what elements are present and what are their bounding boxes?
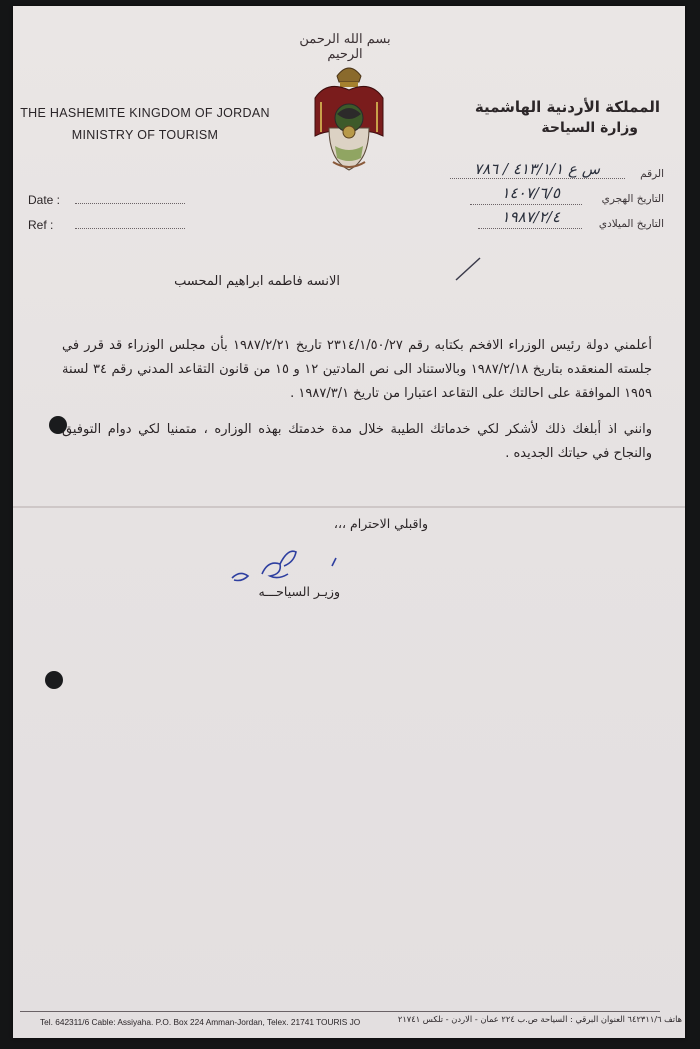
closing-salutation: واقبلي الاحترام ،،،: [333, 516, 428, 531]
body-paragraph-2: وانني اذ أبلغك ذلك لأشكر لكي خدماتك الطيبة خلال مدة خدمتك بهذه الوزاره ، متمنيا لكي دوام التوفيق والنجاح في حياتك الجديده .: [62, 422, 652, 461]
jordan-coat-of-arms-icon: [307, 58, 391, 174]
pen-slash-mark: [452, 256, 482, 282]
handwritten-signature: [222, 540, 352, 590]
gregorian-date-label: التاريخ الميلادي: [598, 218, 664, 230]
date-label: Date :: [28, 193, 61, 207]
letter-body: [62, 334, 652, 478]
footer-contact-ar: هاتف ٦٤٢٣١١/٦ العنوان البرقي : السياحة ص.ب ٢٢٤ عمان - الاردن - تلكس ٢١٧٤١: [397, 1014, 682, 1024]
paper-fold: [13, 506, 685, 508]
body-paragraph-1: أعلمني دولة رئيس الوزراء الافخم بكتابه رقم ٢٣١٤/١/٥٠/٢٧ تاريخ ١٩٨٧/٢/٢١ بأن مجلس الوزراء قد قرر في جلسته المنعقده بتاريخ ١٩٨٧/٢/١٨ وبالاستناد الى نص المادتين ١٢ و ١٥ من قانون التقاعد المدني رقم ٣٤ لسنة ١٩٥٩ الموافقة على احالتك على التقاعد اعتبارا من تاريخ ١٩٨٧/٣/١ .: [62, 338, 653, 401]
addressee: الانسه فاطمه ابراهيم المحسب: [174, 274, 340, 289]
ref-label: Ref :: [28, 218, 54, 232]
gregorian-date-line: [478, 228, 582, 229]
number-label: الرقم: [640, 168, 664, 180]
basmala: بسم الله الرحمن الرحيم: [299, 32, 391, 62]
ministry-name-ar: وزارة السياحة: [541, 120, 638, 136]
date-line: [75, 203, 185, 204]
hijri-date-label: التاريخ الهجري: [601, 193, 664, 205]
ref-line: [75, 228, 185, 229]
hijri-date-value: ١٤٠٧/٦/٥: [501, 184, 560, 202]
kingdom-name-ar: المملكة الأردنية الهاشمية: [474, 98, 660, 116]
number-line: [450, 178, 625, 179]
punch-hole: [45, 671, 63, 689]
footer-rule: [20, 1011, 660, 1012]
footer-contact-en: Tel. 642311/6 Cable: Assiyaha. P.O. Box 224 Amman-Jordan, Telex. 21741 TOURIS JO: [40, 1017, 361, 1027]
hijri-date-line: [470, 204, 582, 205]
kingdom-name-en: THE HASHEMITE KINGDOM OF JORDAN: [20, 106, 270, 120]
minister-title: وزيـر السياحـــه: [258, 584, 340, 599]
ministry-name-en: MINISTRY OF TOURISM: [71, 128, 219, 142]
number-value: س ع ٤١٣/١/١ / ٧٨٦: [474, 160, 600, 178]
gregorian-date-value: ١٩٨٧/٢/٤: [501, 208, 560, 226]
